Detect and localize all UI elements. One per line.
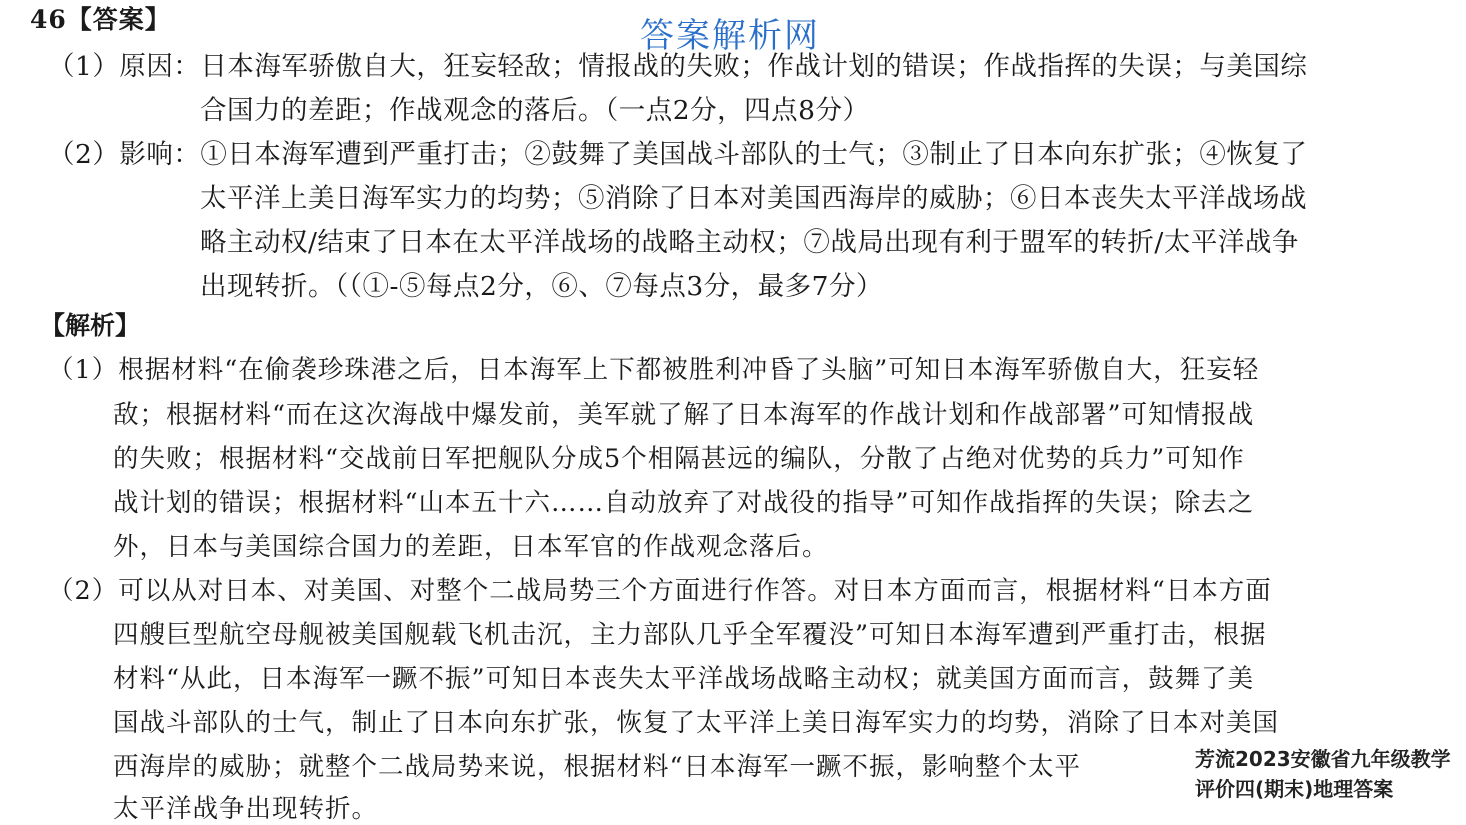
answer-line: 出现转折。（（①-⑤每点2分，⑥、⑦每点3分，最多7分） <box>200 271 884 302</box>
analysis-line: 四艘巨型航空母舰被美国舰载飞机击沉，主力部队几乎全军覆没”可知日本海军遭到严重打击，根据 <box>113 620 1267 650</box>
analysis-line: （1）根据材料“在偷袭珍珠港之后，日本海军上下都被胜利冲昏了头脑”可知日本海军骄傲自大，狂妄轻 <box>48 355 1260 385</box>
exam-source-line-1: 芳⁠流2023安徽省九年级教学 <box>1195 747 1451 771</box>
analysis-line: 国战斗部队的士气，制止了日本向东扩张，恢复了太平洋上美日海军实力的均势，消除了日本对美国 <box>113 708 1280 738</box>
analysis-line: 外，日本与美国综合国力的差距，日本军官的作战观念落后。 <box>113 532 829 562</box>
answer-line: 合国力的差距；作战观念的落后。（一点2分，四点8分） <box>200 95 870 126</box>
answer-line: 略主动权/结束了日本在太平洋战场的战略主动权；⑦战局出现有利于盟军的转折/太平洋战争 <box>200 227 1299 258</box>
analysis-line: 的失败；根据材料“交战前日军把舰队分成5个相隔甚远的编队，分散了占绝对优势的兵力”可知作 <box>113 444 1245 474</box>
exam-source-line-2: 评价四(期末)地理答案 <box>1195 777 1394 801</box>
answer-line: （2）影响：①日本海军遭到严重打击；②鼓舞了美国战斗部队的士气；③制止了日本向东扩张；④恢复了 <box>48 139 1308 170</box>
analysis-line: 战计划的错误；根据材料“山本五十六……自动放弃了对战役的指导”可知作战指挥的失误；除去之 <box>113 488 1255 518</box>
analysis-line: 材料“从此，日本海军一蹶不振”可知日本丧失太平洋战场战略主动权；就美国方面而言，鼓舞了美 <box>113 664 1255 694</box>
analysis-line: 敌；根据材料“而在这次海战中爆发前，美军就了解了日本海军的作战计划和作战部署”可知情报战 <box>113 400 1255 430</box>
analysis-title: 【解析】 <box>40 311 141 340</box>
answer-line: 太平洋上美日海军实力的均势；⑤消除了日本对美国西海岸的威胁；⑥日本丧失太平洋战场战 <box>200 183 1307 214</box>
exam-source-stamp <box>1195 744 1451 804</box>
analysis-line: 西海岸的威胁；就整个二战局势来说，根据材料“日本海军一蹶不振，影响整个太平 <box>113 752 1082 782</box>
analysis-line: （2）可以从对日本、对美国、对整个二战局势三个方面进行作答。对日本方面而言，根据材料“日本方面 <box>48 576 1272 606</box>
site-watermark: 答案解析网 <box>640 16 820 56</box>
answer-line: （1）原因：日本海军骄傲自大，狂妄轻敌；情报战的失败；作战计划的错误；作战指挥的失误；与美国综 <box>48 51 1308 82</box>
question-number-label: 46【答案】 <box>30 5 171 34</box>
analysis-line: 太平洋战争出现转折。 <box>113 794 379 824</box>
